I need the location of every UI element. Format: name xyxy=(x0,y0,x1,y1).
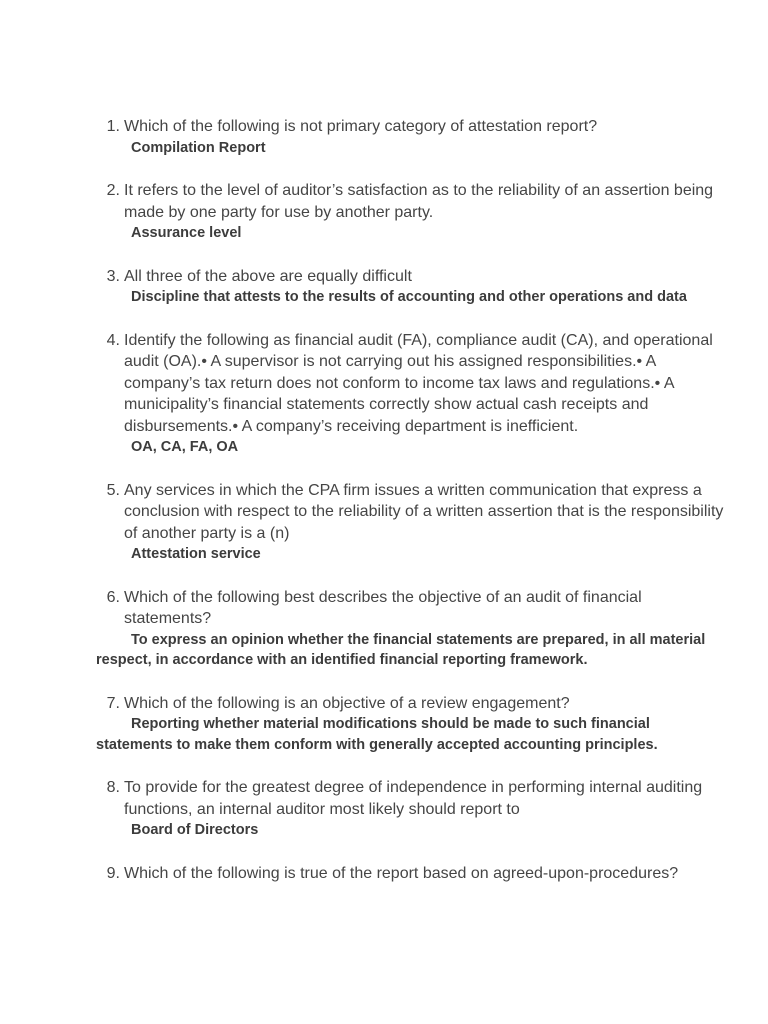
answer-text: Attestation service xyxy=(131,546,261,562)
question-row xyxy=(96,693,728,715)
list-item xyxy=(96,777,728,841)
question-row xyxy=(96,116,728,138)
question-number: 8. xyxy=(106,779,120,796)
list-item xyxy=(96,480,728,565)
question-text: All three of the above are equally difficult xyxy=(124,267,412,285)
question-text: Which of the following is not primary category of attestation report? xyxy=(124,118,598,135)
question-text: To provide for the greatest degree of independence in performing internal auditing functions, an internal auditor most likely should report to xyxy=(124,779,703,818)
question-text: Which of the following is true of the report based on agreed-upon-procedures? xyxy=(124,864,679,882)
question-number: 6. xyxy=(106,588,120,606)
list-item xyxy=(96,863,728,885)
question-number: 7. xyxy=(106,694,120,712)
question-row xyxy=(96,330,728,438)
list-item xyxy=(96,180,728,244)
question-text: Which of the following best describes the objective of an audit of financial statements? xyxy=(124,588,642,627)
answer-text: Discipline that attests to the results of accounting and other operations and data xyxy=(131,289,687,305)
question-text: Which of the following is an objective of a review engagement? xyxy=(124,694,570,712)
question-text: Identify the following as financial audit (FA), compliance audit (CA), and operational audit (OA).• A supervisor is not carrying out his assigned responsibilities.• A company’s tax return does not conform to income tax laws and regulations.• A municipality’s financial statements correctly show actual cash receipts and disbursements.• A company’s receiving department is inefficient. xyxy=(124,331,713,435)
answer-text: To express an opinion whether the financial statements are prepared, in all material respect, in accordance with an identified financial reporting framework. xyxy=(96,631,706,668)
question-row xyxy=(96,863,728,885)
answer-text: Assurance level xyxy=(131,225,242,241)
question-number: 4. xyxy=(106,331,120,349)
list-item xyxy=(96,330,728,458)
list-item xyxy=(96,266,728,308)
question-row xyxy=(96,587,728,630)
answer-text: OA, CA, FA, OA xyxy=(131,439,239,455)
question-number: 1. xyxy=(106,118,120,135)
question-number: 9. xyxy=(106,864,120,882)
question-text: Any services in which the CPA firm issues a written communication that express a conclusion with respect to the reliability of a written assertion that is the responsibility of another party is a (n) xyxy=(124,481,724,542)
answer-text: Reporting whether material modifications should be made to such financial statements to make them conform with generally accepted accounting principles. xyxy=(96,716,658,753)
question-row xyxy=(96,777,728,820)
question-text: It refers to the level of auditor’s satisfaction as to the reliability of an assertion being made by one party for use by another party. xyxy=(124,182,714,221)
list-item xyxy=(96,116,728,158)
question-number: 5. xyxy=(106,481,120,499)
question-row xyxy=(96,480,728,545)
question-row xyxy=(96,180,728,223)
list-item xyxy=(96,693,728,756)
question-number: 3. xyxy=(106,267,120,285)
question-number: 2. xyxy=(106,182,120,199)
question-row xyxy=(96,266,728,288)
question-list xyxy=(96,116,728,884)
answer-text: Board of Directors xyxy=(131,822,259,838)
answer-text: Compilation Report xyxy=(131,139,266,156)
list-item xyxy=(96,587,728,671)
